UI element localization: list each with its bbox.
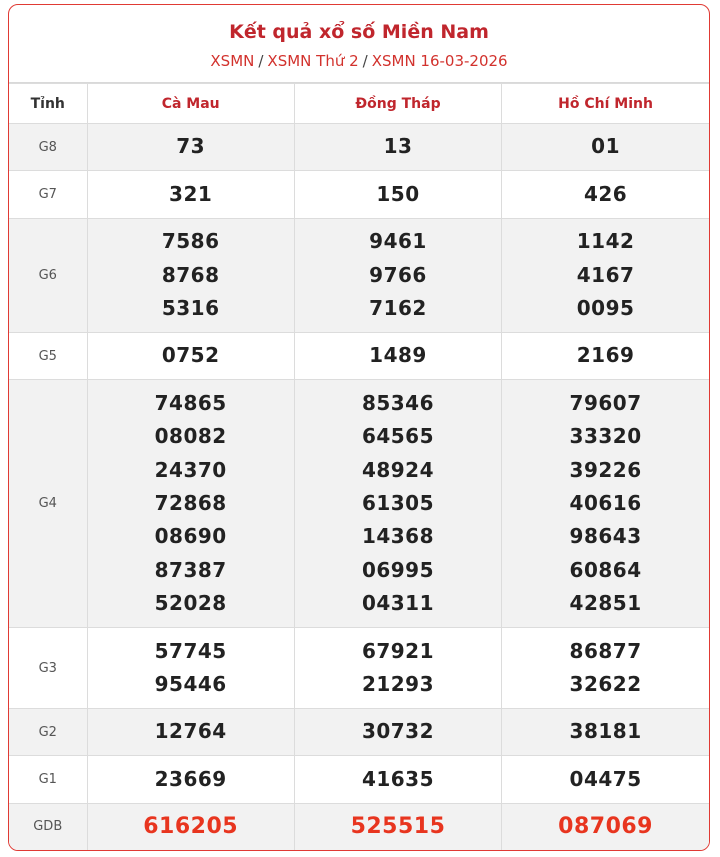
prize-cell <box>294 628 501 709</box>
prize-number: 1489 <box>369 343 427 368</box>
prize-cell <box>87 628 294 709</box>
column-header-ca-mau[interactable]: Cà Mau <box>87 84 294 124</box>
column-header-ho-chi-minh[interactable]: Hồ Chí Minh <box>502 84 709 124</box>
prize-label: G2 <box>9 708 87 755</box>
results-header <box>9 5 709 83</box>
prize-number: 57745 <box>154 638 227 663</box>
prize-number: 1142 <box>576 229 635 254</box>
prize-number: 87387 <box>154 557 227 582</box>
prize-number: 85346 <box>361 390 435 415</box>
prize-number: 426 <box>583 181 628 206</box>
prize-number: 74865 <box>154 390 227 415</box>
prize-number: 616205 <box>143 814 239 840</box>
prize-number: 95446 <box>154 672 227 697</box>
prize-cell <box>294 332 501 379</box>
prize-number: 0095 <box>576 296 635 321</box>
prize-label: G6 <box>9 218 87 332</box>
prize-number: 60864 <box>569 557 642 582</box>
prize-cell <box>87 124 294 171</box>
prize-cell <box>87 803 294 850</box>
prize-cell <box>502 124 709 171</box>
column-header-tinh: Tỉnh <box>9 84 87 124</box>
prize-row-g5 <box>9 332 709 379</box>
breadcrumb-xsmn[interactable]: XSMN <box>210 52 255 70</box>
prize-cell <box>87 171 294 218</box>
prize-table-body <box>9 124 709 851</box>
prize-number: 39226 <box>569 457 642 482</box>
prize-label: G8 <box>9 124 87 171</box>
prize-label: G7 <box>9 171 87 218</box>
prize-cell <box>502 332 709 379</box>
prize-number: 42851 <box>569 591 642 616</box>
prize-number: 9766 <box>369 262 427 287</box>
prize-number: 7586 <box>161 229 220 254</box>
prize-number: 52028 <box>154 591 227 616</box>
prize-number: 30732 <box>361 719 435 744</box>
prize-cell <box>87 756 294 803</box>
prize-number: 08082 <box>154 424 227 449</box>
prize-cell <box>502 628 709 709</box>
prize-cell <box>294 171 501 218</box>
prize-number: 79607 <box>569 390 642 415</box>
prize-number: 7162 <box>369 296 427 321</box>
prize-cell <box>294 708 501 755</box>
prize-number: 08690 <box>154 524 227 549</box>
prize-number: 5316 <box>161 296 220 321</box>
prize-cell <box>87 708 294 755</box>
prize-row-g7 <box>9 171 709 218</box>
prize-cell <box>294 124 501 171</box>
prize-row-g4 <box>9 380 709 628</box>
prize-number: 13 <box>383 134 413 159</box>
prize-cell <box>502 380 709 628</box>
prize-cell <box>502 218 709 332</box>
prize-number: 48924 <box>361 457 435 482</box>
prize-number: 67921 <box>361 638 435 663</box>
prize-cell <box>294 380 501 628</box>
prize-label: GDB <box>9 803 87 850</box>
prize-cell <box>87 380 294 628</box>
prize-number: 12764 <box>154 719 227 744</box>
prize-number: 14368 <box>361 524 435 549</box>
prize-number: 525515 <box>350 814 446 840</box>
prize-number: 41635 <box>361 766 435 791</box>
prize-number: 72868 <box>154 491 227 516</box>
prize-row-g2 <box>9 708 709 755</box>
prize-number: 32622 <box>569 672 642 697</box>
prize-number: 087069 <box>558 814 653 840</box>
prize-number: 73 <box>176 134 206 159</box>
breadcrumb-xsmn-thu2[interactable]: XSMN Thứ 2 <box>267 52 359 70</box>
prize-number: 9461 <box>369 229 427 254</box>
prize-number: 64565 <box>361 424 435 449</box>
prize-number: 06995 <box>361 557 435 582</box>
prize-cell <box>87 218 294 332</box>
prize-number: 23669 <box>154 766 227 791</box>
prize-row-g3 <box>9 628 709 709</box>
prize-cell <box>502 171 709 218</box>
prize-row-g8 <box>9 124 709 171</box>
prize-number: 61305 <box>361 491 435 516</box>
prize-number: 21293 <box>361 672 435 697</box>
prize-number: 04311 <box>361 591 435 616</box>
breadcrumb-separator: / <box>258 52 264 70</box>
prize-number: 01 <box>591 134 620 159</box>
prize-cell <box>294 756 501 803</box>
column-header-dong-thap[interactable]: Đồng Tháp <box>294 84 501 124</box>
page-title: Kết quả xổ số Miền Nam <box>229 21 489 43</box>
prize-cell <box>502 708 709 755</box>
prize-cell <box>294 218 501 332</box>
prize-number: 4167 <box>576 262 635 287</box>
prize-cell <box>294 803 501 850</box>
prize-number: 24370 <box>154 457 227 482</box>
prize-number: 150 <box>376 181 420 206</box>
prize-number: 0752 <box>161 343 220 368</box>
results-table <box>9 83 709 851</box>
breadcrumb <box>9 52 709 70</box>
prize-cell <box>502 803 709 850</box>
prize-number: 86877 <box>569 638 642 663</box>
prize-number: 38181 <box>569 719 642 744</box>
prize-row-gdb <box>9 803 709 850</box>
prize-number: 04475 <box>569 766 642 791</box>
prize-cell <box>87 332 294 379</box>
prize-number: 40616 <box>569 491 642 516</box>
prize-label: G5 <box>9 332 87 379</box>
results-card <box>8 4 710 851</box>
prize-number: 2169 <box>576 343 635 368</box>
prize-row-g1 <box>9 756 709 803</box>
prize-cell <box>502 756 709 803</box>
prize-label: G4 <box>9 380 87 628</box>
prize-number: 98643 <box>569 524 642 549</box>
breadcrumb-xsmn-date[interactable]: XSMN 16-03-2026 <box>371 52 508 70</box>
prize-row-g6 <box>9 218 709 332</box>
prize-number: 33320 <box>569 424 642 449</box>
table-header-row <box>9 84 709 124</box>
breadcrumb-separator: / <box>362 52 368 70</box>
prize-label: G1 <box>9 756 87 803</box>
prize-label: G3 <box>9 628 87 709</box>
prize-number: 8768 <box>161 262 220 287</box>
prize-number: 321 <box>169 181 213 206</box>
